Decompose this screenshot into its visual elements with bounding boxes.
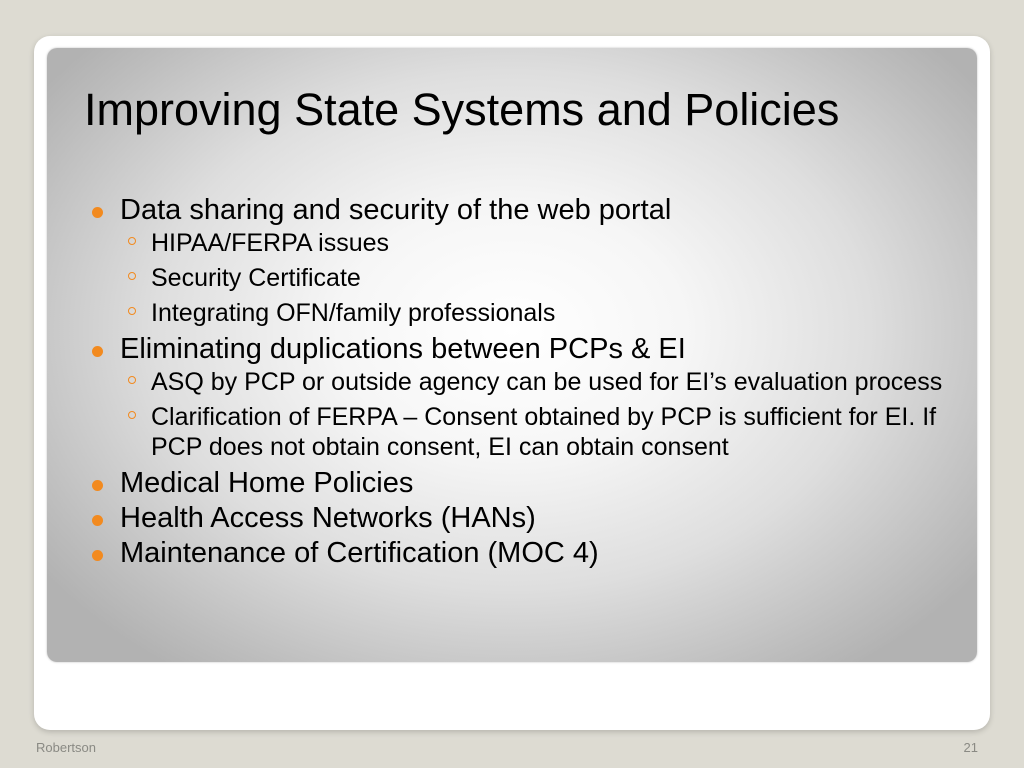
bullet-dot-icon xyxy=(92,346,103,357)
sub-bullet-ring-icon xyxy=(128,307,136,315)
bullet-dot-icon xyxy=(92,480,103,491)
bullet-text: Health Access Networks (HANs) xyxy=(120,502,536,534)
bullet-dot-icon xyxy=(92,550,103,561)
sub-bullet-ring-icon xyxy=(128,411,136,419)
sub-bullet-ring-icon xyxy=(128,376,136,384)
sub-bullet-text: HIPAA/FERPA issues xyxy=(151,229,390,257)
bullet-text: Eliminating duplications between PCPs & EI xyxy=(120,333,686,365)
sub-bullet-list xyxy=(120,228,950,328)
slide-title: Improving State Systems and Policies xyxy=(84,84,840,135)
sub-bullet-ring-icon xyxy=(128,237,136,245)
bullet-text: Medical Home Policies xyxy=(120,467,414,499)
footer-page-number: 21 xyxy=(963,740,978,755)
bullet-list xyxy=(90,192,950,572)
sub-bullet-item-ferpa-clarification xyxy=(120,402,950,462)
footer-author: Robertson xyxy=(36,740,96,755)
bullet-item-hans xyxy=(90,500,950,537)
sub-bullet-text: Clarification of FERPA – Consent obtained by PCP is sufficient for EI. If PCP does not obtain consent, EI can obtain consent xyxy=(151,403,937,461)
bullet-item-eliminating-duplications xyxy=(90,331,950,462)
bullet-dot-icon xyxy=(92,207,103,218)
bullet-item-medical-home xyxy=(90,465,950,502)
bullet-dot-icon xyxy=(92,515,103,526)
bullet-item-data-sharing xyxy=(90,192,950,328)
sub-bullet-text: ASQ by PCP or outside agency can be used for EI’s evaluation process xyxy=(151,368,943,396)
bullet-text: Data sharing and security of the web portal xyxy=(120,194,672,226)
sub-bullet-item-hipaa xyxy=(120,228,950,258)
sub-bullet-item-asq xyxy=(120,367,950,397)
bullet-item-moc xyxy=(90,535,950,572)
sub-bullet-item-security-certificate xyxy=(120,263,950,293)
sub-bullet-text: Security Certificate xyxy=(151,264,361,292)
sub-bullet-text: Integrating OFN/family professionals xyxy=(151,299,556,327)
sub-bullet-ring-icon xyxy=(128,272,136,280)
bullet-text: Maintenance of Certification (MOC 4) xyxy=(120,537,599,569)
sub-bullet-item-ofn xyxy=(120,298,950,328)
sub-bullet-list xyxy=(120,367,950,462)
